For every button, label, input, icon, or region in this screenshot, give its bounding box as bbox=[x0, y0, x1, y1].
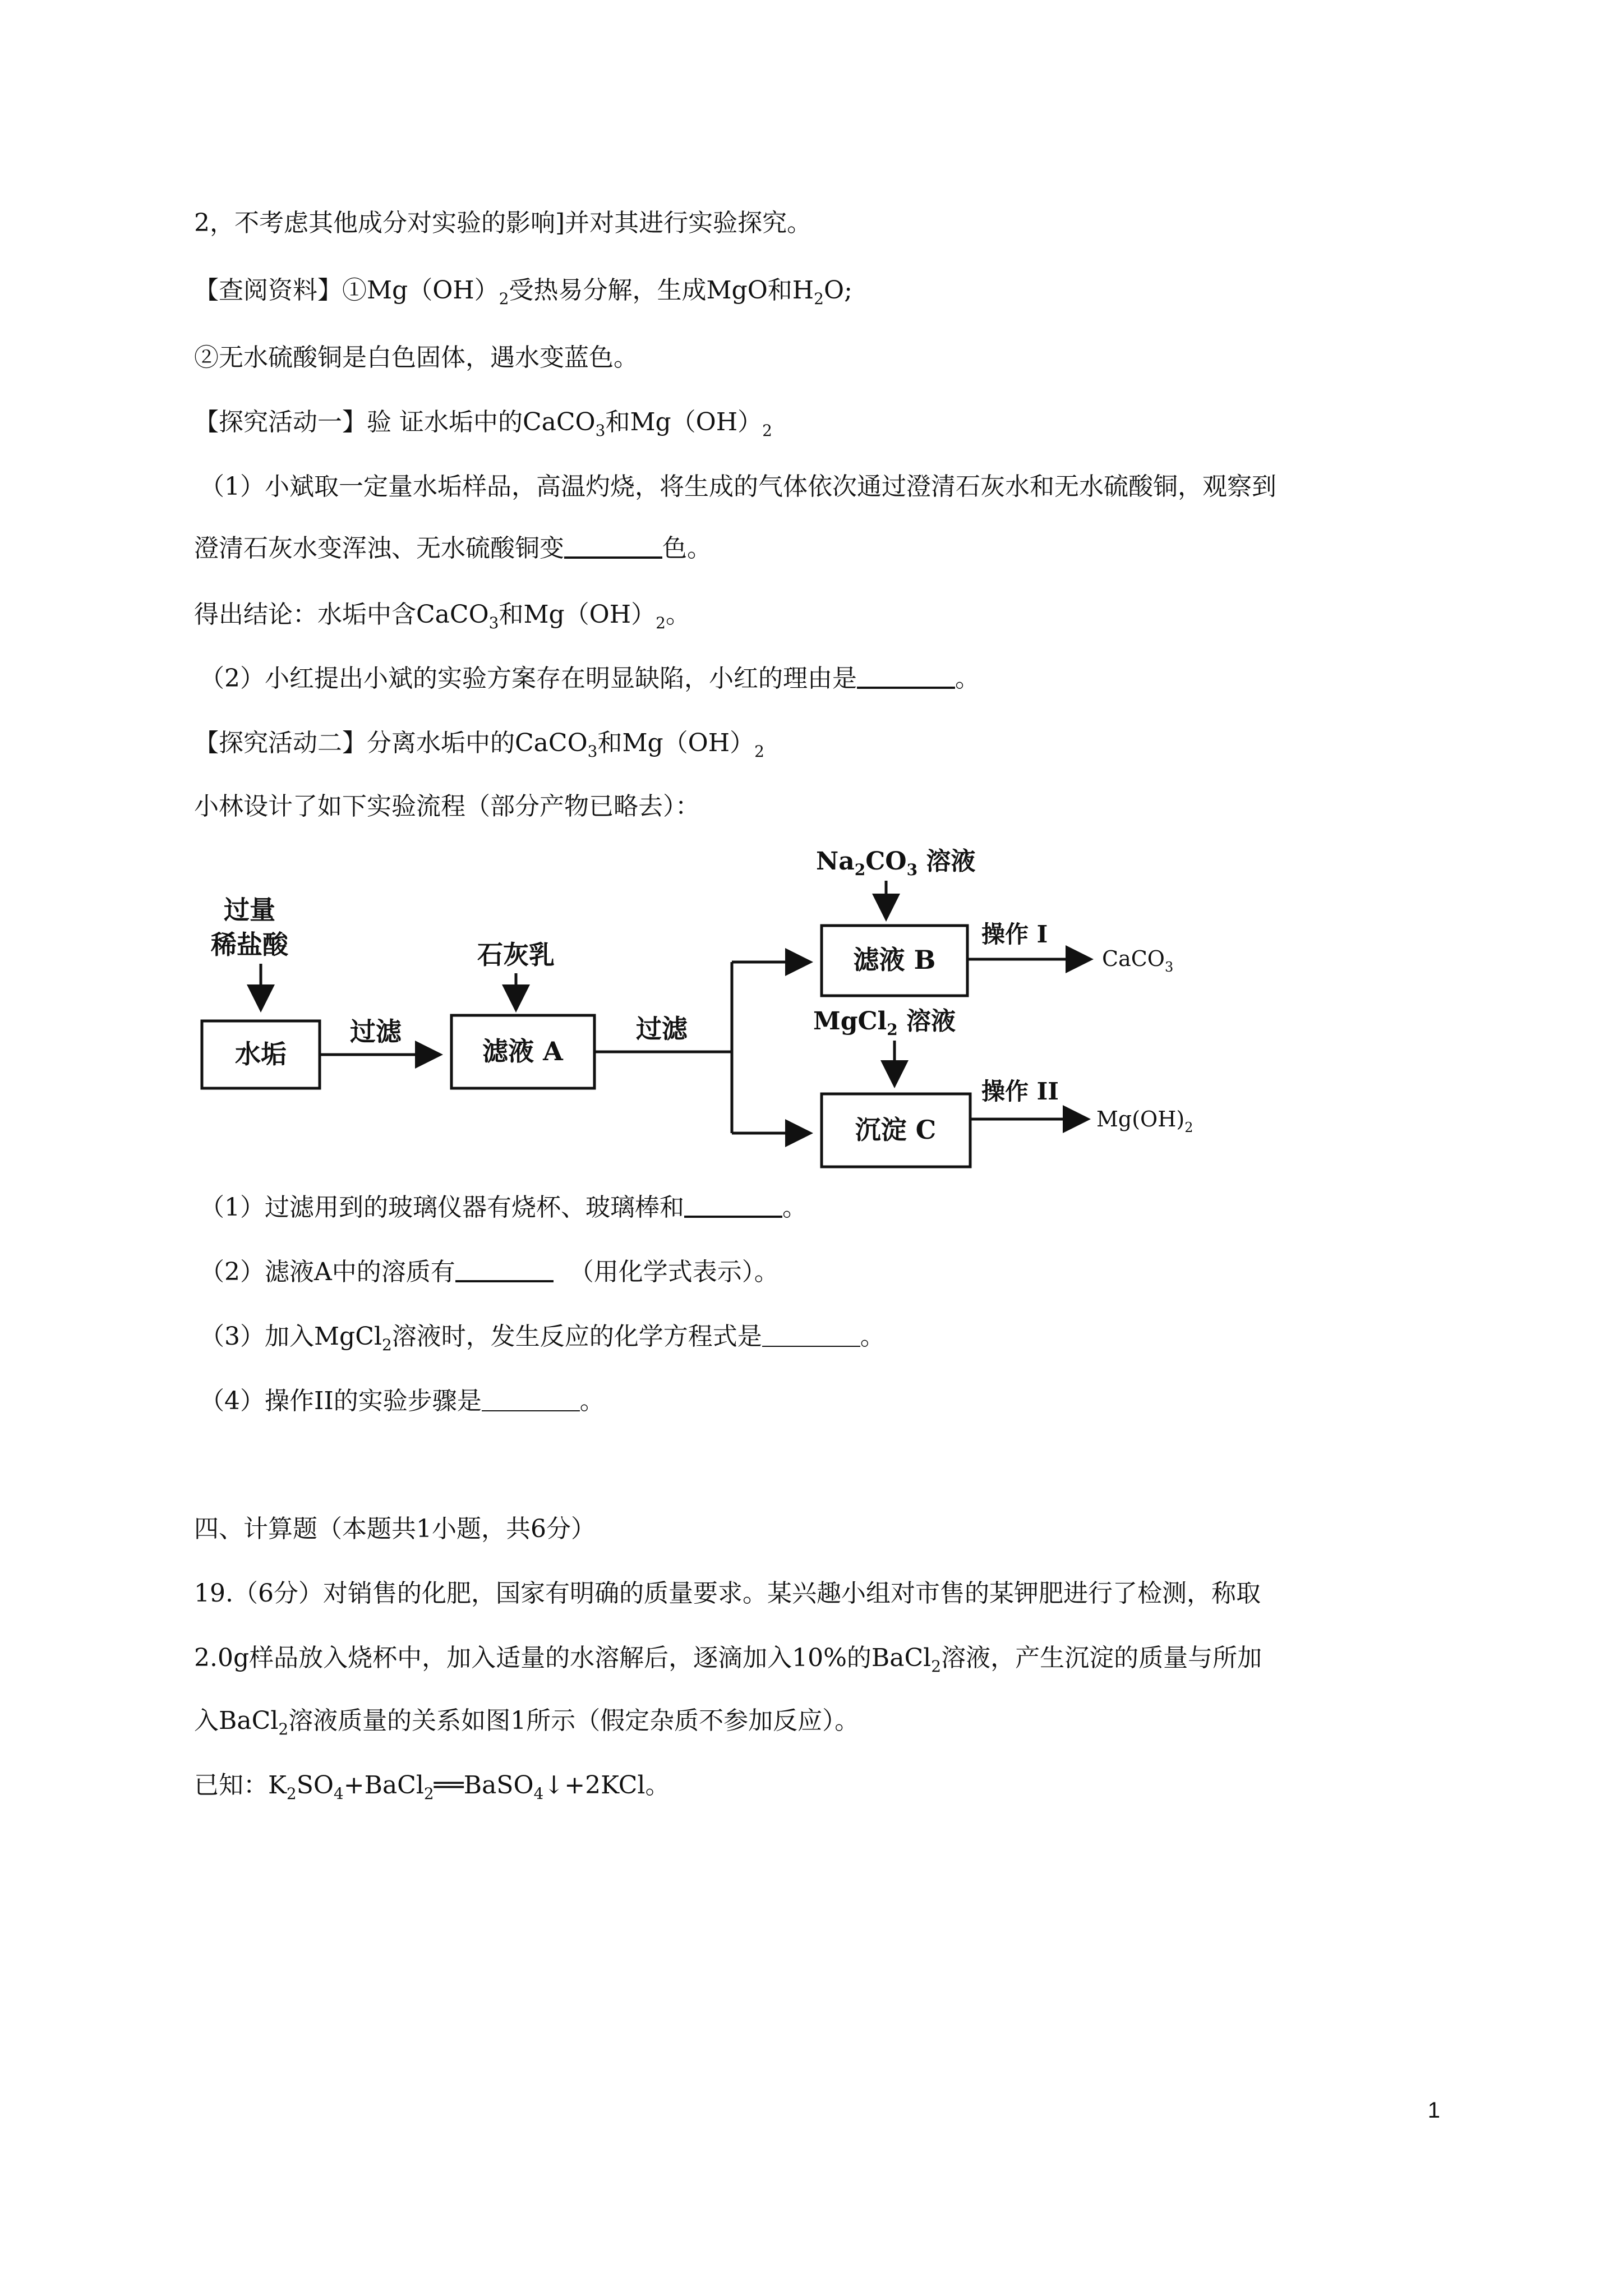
operation-2-label: 操作 II bbox=[981, 1078, 1059, 1105]
box-filtrate-a-label: 滤液 A bbox=[482, 1036, 563, 1066]
heading-activity-two: 【探究活动二】分离水垢中的CaCO$_3$和$Mg(OH)_2$ bbox=[194, 729, 764, 761]
problem-19-line3: 入BaCl$_2$溶液质量的关系如图1所示（假定杂质不参加反应）。 bbox=[194, 1706, 860, 1738]
product-mgoh2-label: $Mg(OH)_2$ bbox=[1096, 1107, 1193, 1135]
operation-1-label: 操作 I bbox=[981, 921, 1048, 948]
reagent-lime-label: 石灰乳 bbox=[477, 940, 555, 970]
text-line-reference: 【查阅资料】$①Mg(OH)_2$受热易分解，生成MgO和$H_2O$; bbox=[194, 276, 852, 308]
box-filtrate-b-label: 滤液 B bbox=[853, 945, 936, 975]
answer-blank[interactable] bbox=[482, 1388, 580, 1411]
page-number: 1 bbox=[1427, 2098, 1440, 2123]
box-precipitate-c-label: 沉淀 C bbox=[855, 1115, 937, 1145]
question-2: （2）滤液A中的溶质有 （用化学式表示）。 bbox=[200, 1258, 779, 1286]
answer-blank[interactable] bbox=[684, 1193, 782, 1218]
reagent-mgcl2-label: MgCl$_2$ 溶液 bbox=[813, 1007, 956, 1039]
question-1: （1）过滤用到的玻璃仪器有烧杯、玻璃棒和 。 bbox=[200, 1193, 807, 1222]
problem-19-line1: 19.（6分）对销售的化肥，国家有明确的质量要求。某兴趣小组对市售的某钾肥进行了检测，称取 bbox=[194, 1579, 1261, 1608]
reagent-hcl-label: 稀盐酸 bbox=[211, 930, 288, 960]
text-line-copper-sulfate: ②无水硫酸铜是白色固体，遇水变蓝色。 bbox=[194, 343, 638, 372]
text-line-conclusion: 得出结论：水垢中含CaCO$_3$和$Mg(OH)_2$。 bbox=[194, 600, 690, 632]
known-equation: 已知：$K_2SO_4+BaCl_2══BaSO_4↓+2KCl$。 bbox=[194, 1771, 670, 1803]
answer-blank[interactable] bbox=[857, 664, 955, 689]
answer-blank[interactable] bbox=[564, 534, 662, 559]
answer-blank[interactable] bbox=[455, 1258, 554, 1282]
question-4: （4）操作II的实验步骤是 。 bbox=[200, 1387, 605, 1415]
answer-blank[interactable] bbox=[762, 1323, 860, 1347]
product-caco3-label: CaCO$_3$ bbox=[1102, 946, 1174, 975]
problem-19-line2: 2.0g样品放入烧杯中，加入适量的水溶解后，逐滴加入10%的BaCl$_2$溶液，产生沉淀的质量与所加 bbox=[194, 1644, 1262, 1676]
box-scale-label: 水垢 bbox=[235, 1039, 287, 1069]
text-line-step2: （2）小红提出小斌的实验方案存在明显缺陷，小红的理由是 。 bbox=[200, 664, 980, 693]
reagent-excess-label: 过量 bbox=[224, 895, 275, 925]
heading-activity-one: 【探究活动一】验 证水垢中的CaCO$_3$和$Mg(OH)_2$ bbox=[194, 408, 772, 440]
section-heading-calculation: 四、计算题（本题共1小题，共6分） bbox=[194, 1515, 596, 1543]
arrow-filter-1-label: 过滤 bbox=[350, 1016, 402, 1047]
text-line-step1: （1）小斌取一定量水垢样品，高温灼烧，将生成的气体依次通过澄清石灰水和无水硫酸铜，观察到 bbox=[200, 472, 1276, 501]
text-line-flow-intro: 小林设计了如下实验流程（部分产物已略去）： bbox=[194, 792, 700, 821]
arrow-filter-2-label: 过滤 bbox=[636, 1014, 688, 1044]
text-line-intro: 2，不考虑其他成分对实验的影响]并对其进行实验探究。 bbox=[194, 209, 812, 237]
reagent-na2co3-label: $Na_2CO_3$ 溶液 bbox=[816, 847, 976, 879]
text-line-step1-cont: 澄清石灰水变浑浊、无水硫酸铜变 色。 bbox=[194, 534, 712, 563]
question-3: （3）加入MgCl$_2$溶液时，发生反应的化学方程式是 。 bbox=[200, 1322, 885, 1354]
flow-diagram bbox=[185, 836, 1251, 1184]
